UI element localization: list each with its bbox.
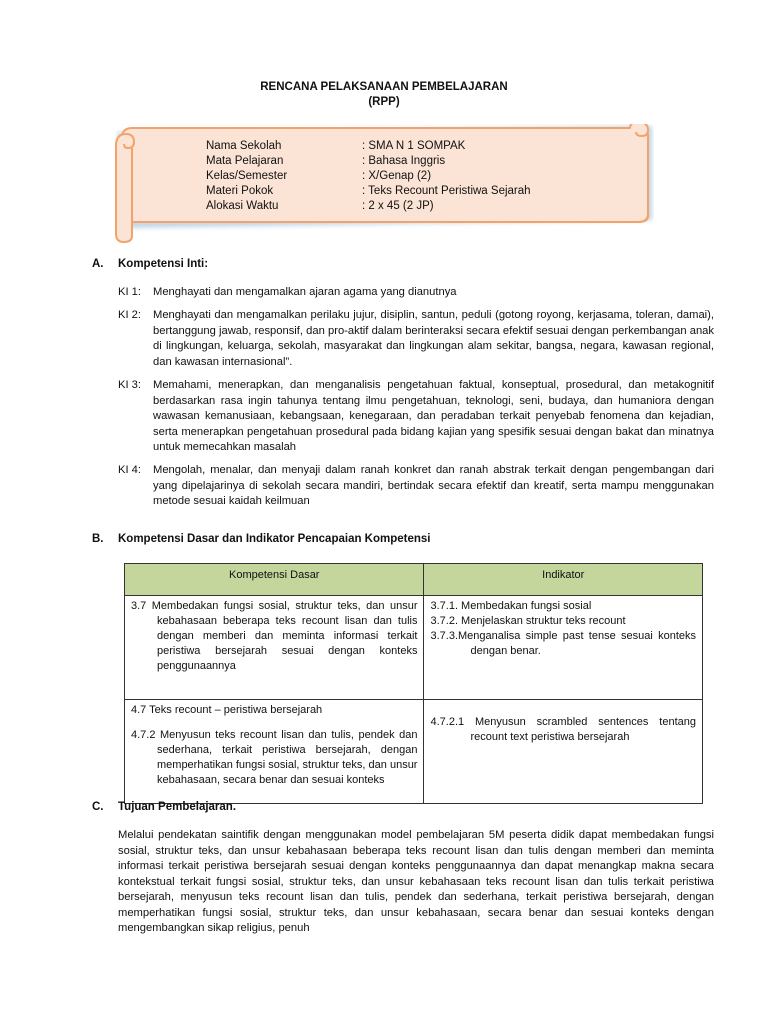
ki-4 [118, 463, 714, 511]
document-title: RENCANA PELAKSANAAN PEMBELAJARAN [260, 81, 508, 93]
identity-row-time [206, 199, 434, 214]
ki-label: KI 4: [118, 464, 142, 476]
section-a-title: Kompetensi Inti: [118, 258, 209, 270]
table-row [125, 596, 703, 700]
identity-value: : Bahasa Inggris [362, 155, 446, 167]
identity-label: Kelas/Semester [206, 170, 288, 182]
section-c-title: Tujuan Pembelajaran. [118, 801, 237, 813]
kd-3-7: 3.7 Membedakan fungsi sosial, struktur teks, dan unsur kebahasaan beberapa teks recount lisan dan tulis dengan memberi dan meminta informasi terkait peristiwa bersejarah sesuai dengan konteks penggunaannya [131, 600, 418, 672]
section-b-letter: B. [92, 533, 104, 545]
table-cell-kd [125, 596, 424, 700]
table-row [125, 700, 703, 804]
identity-value: : X/Genap (2) [362, 170, 432, 182]
kd-4-7: 4.7 Teks recount – peristiwa bersejarah [131, 704, 323, 716]
section-a-letter: A. [92, 258, 104, 270]
indicator-4-7-2-1: 4.7.2.1 Menyusun scrambled sentences tentang recount text peristiwa bersejarah [430, 716, 696, 743]
indicator-3-7-2: 3.7.2. Menjelaskan struktur teks recount [430, 615, 626, 627]
identity-value: : 2 x 45 (2 JP) [362, 200, 434, 212]
ki-text: Mengolah, menalar, dan menyaji dalam ranah konkret dan ranah abstrak terkait dengan pengembangan dari yang dipelajarinya di sekolah secara mandiri, bertindak secara efektif dan kreatif, serta mampu menggunakan metode sesuai kaidah keilmuan [153, 464, 714, 507]
ki-text: Menghayati dan mengamalkan perilaku jujur, disiplin, santun, peduli (gotong royong, kerjasama, toleran, damai), bertanggung jawab, responsif, dan pro-aktif dalam berinteraksi secara efektif sesuai dengan perkembangan anak di lingkungan, keluarga, sekolah, masyarakat dan lingkungan alam sekitar, bangsa, negara, kawasan regional, dan kawasan internasional”. [153, 309, 714, 368]
document-subtitle: (RPP) [368, 96, 400, 108]
table-cell-indicator [424, 596, 703, 700]
competency-table [124, 563, 703, 804]
table-cell-indicator [424, 700, 703, 804]
identity-value: : SMA N 1 SOMPAK [362, 140, 466, 152]
identity-label: Nama Sekolah [206, 140, 282, 152]
section-b-title: Kompetensi Dasar dan Indikator Pencapaian Kompetensi [118, 533, 431, 545]
identity-row-class [206, 169, 431, 184]
indicator-3-7-3: 3.7.3.Menganalisa simple past tense sesuai konteks dengan benar. [430, 630, 696, 657]
identity-row-subject [206, 154, 445, 169]
identity-label: Materi Pokok [206, 185, 274, 197]
header-indikator: Indikator [424, 564, 703, 596]
kd-4-7-2: 4.7.2 Menyusun teks recount lisan dan tulis, pendek dan sederhana, terkait peristiwa bersejarah, dengan memperhatikan fungsi sosial, struktur teks, dan unsur kebahasaan, secara benar dan sesuai konteks [131, 729, 418, 786]
identity-label: Alokasi Waktu [206, 200, 279, 212]
identity-label: Mata Pelajaran [206, 155, 284, 167]
table-header-row [125, 564, 703, 596]
ki-2 [118, 308, 714, 372]
ki-label: KI 2: [118, 309, 142, 321]
section-c-letter: C. [92, 801, 104, 813]
ki-3 [118, 378, 714, 458]
ki-text: Memahami, menerapkan, dan menganalisis pengetahuan faktual, konseptual, prosedural, dan metakognitif berdasarkan rasa ingin tahunya tentang ilmu pengetahuan, teknologi, seni, budaya, dan humaniora dengan wawasan kemanusiaan, kebangsaan, kenegaraan, dan peradaban terkait penyebab fenomena dan kejadian, serta menerapkan pengetahuan prosedural pada bidang kajian yang spesifik sesuai dengan bakat dan minatnya untuk memecahkan masalah [153, 379, 714, 453]
learning-objective-paragraph: Melalui pendekatan saintifik dengan menggunakan model pembelajaran 5M peserta didik dapat membedakan fungsi sosial, struktur teks, dan unsur kebahasaan beberapa teks recount lisan dan tulis dengan memberi dan meminta informasi terkait peristiwa bersejarah sesuai dengan konteks penggunaannya dan dapat menangkap makna secara kontekstual terkait fungsi sosial, struktur teks, dan unsur kebahasaan teks recount lisan dan tulis terkait peristiwa bersejarah, menyusun teks recount lisan dan tulis, pendek dan sederhana, terkait peristiwa bersejarah, dengan memperhatikan fungsi sosial, struktur teks, dan unsur kebahasaan, secara benar dan sesuai konteks dengan mengembangkan sikap religius, penuh [118, 829, 714, 934]
indicator-3-7-1: 3.7.1. Membedakan fungsi sosial [430, 600, 592, 612]
header-kompetensi-dasar: Kompetensi Dasar [125, 564, 424, 596]
ki-1 [118, 285, 714, 301]
identity-value: : Teks Recount Peristiwa Sejarah [362, 185, 531, 197]
ki-text: Menghayati dan mengamalkan ajaran agama yang dianutnya [153, 286, 457, 298]
identity-row-school [206, 139, 465, 154]
table-cell-kd [125, 700, 424, 804]
identity-row-topic [206, 184, 531, 199]
ki-label: KI 1: [118, 286, 142, 298]
ki-label: KI 3: [118, 379, 142, 391]
